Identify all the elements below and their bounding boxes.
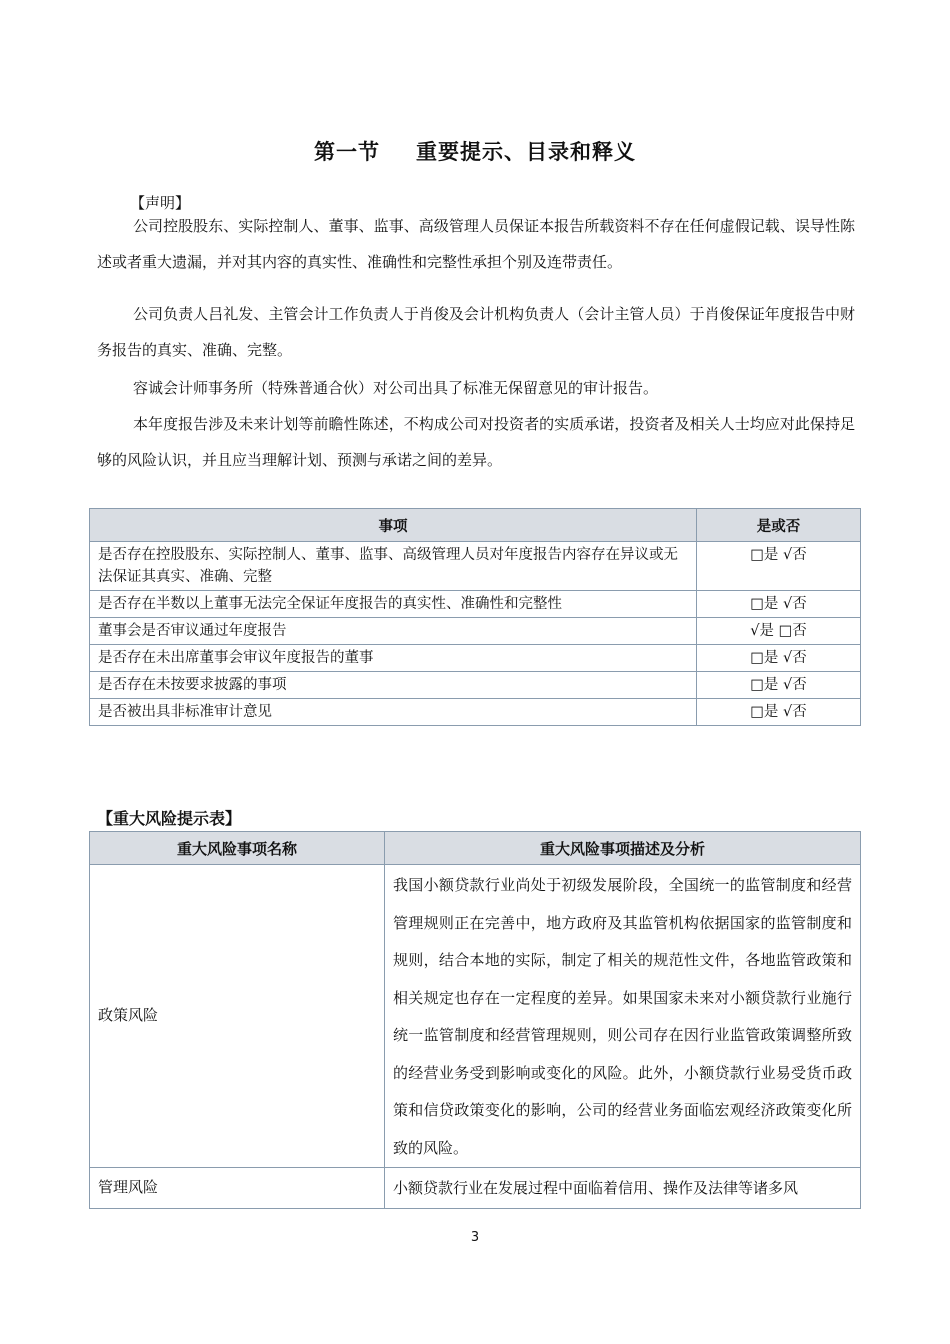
- items-table-header: [90, 509, 861, 542]
- table-row: [90, 618, 861, 645]
- item-text: 是否存在未出席董事会审议年度报告的董事: [90, 645, 697, 672]
- item-text: 是否存在控股股东、实际控制人、董事、监事、高级管理人员对年度报告内容存在异议或无法保证其真实、准确、完整: [90, 542, 697, 591]
- risk-name: 政策风险: [90, 865, 385, 1168]
- risk-description: 小额贷款行业在发展过程中面临着信用、操作及法律等诸多风: [385, 1168, 861, 1209]
- risk-name: 管理风险: [90, 1168, 385, 1209]
- item-answer: □是 √否: [697, 645, 861, 672]
- risk-table: [89, 831, 861, 1209]
- table-row: [90, 542, 861, 591]
- page-number: 3: [470, 1230, 480, 1245]
- item-answer: □是 √否: [697, 699, 861, 726]
- item-answer: □是 √否: [697, 591, 861, 618]
- item-text: 董事会是否审议通过年度报告: [90, 618, 697, 645]
- items-table: [89, 508, 861, 726]
- statement-heading: 【声明】: [130, 194, 191, 212]
- section-title: [0, 136, 950, 166]
- table-row: [90, 645, 861, 672]
- paragraph-4: 本年度报告涉及未来计划等前瞻性陈述，不构成公司对投资者的实质承诺，投资者及相关人士均应对此保持足够的风险认识，并且应当理解计划、预测与承诺之间的差异。: [97, 415, 855, 469]
- item-text: 是否存在未按要求披露的事项: [90, 672, 697, 699]
- item-text: 是否存在半数以上董事无法完全保证年度报告的真实性、准确性和完整性: [90, 591, 697, 618]
- table-row: [90, 591, 861, 618]
- header-risk-desc: 重大风险事项描述及分析: [385, 832, 861, 865]
- item-answer: □是 √否: [697, 672, 861, 699]
- table-row: [90, 699, 861, 726]
- table-row: [90, 1168, 861, 1209]
- header-item: 事项: [90, 509, 697, 542]
- section-name: 重要提示、目录和释义: [416, 140, 636, 164]
- header-risk-name: 重大风险事项名称: [90, 832, 385, 865]
- table-row: [90, 672, 861, 699]
- table-row: [90, 865, 861, 1168]
- item-answer: √是 □否: [697, 618, 861, 645]
- section-number: 第一节: [314, 140, 380, 164]
- header-answer: 是或否: [697, 509, 861, 542]
- paragraph-1: 公司控股股东、实际控制人、董事、监事、高级管理人员保证本报告所载资料不存在任何虚假记载、误导性陈述或者重大遗漏，并对其内容的真实性、准确性和完整性承担个别及连带责任。: [97, 217, 855, 271]
- risk-table-header: [90, 832, 861, 865]
- risk-description: 我国小额贷款行业尚处于初级发展阶段，全国统一的监管制度和经营管理规则正在完善中，地方政府及其监管机构依据国家的监管制度和规则，结合本地的实际，制定了相关的规范性文件，各地监管政策和相关规定也存在一定程度的差异。如果国家未来对小额贷款行业施行统一监管制度和经营管理规则，则公司存在因行业监管政策调整所致的经营业务受到影响或变化的风险。此外，小额贷款行业易受货币政策和信贷政策变化的影响，公司的经营业务面临宏观经济政策变化所致的风险。: [385, 865, 861, 1168]
- item-answer: □是 √否: [697, 542, 861, 591]
- paragraph-3: 容诚会计师事务所（特殊普通合伙）对公司出具了标准无保留意见的审计报告。: [133, 379, 659, 397]
- paragraph-2: 公司负责人吕礼发、主管会计工作负责人于肖俊及会计机构负责人（会计主管人员）于肖俊保证年度报告中财务报告的真实、准确、完整。: [97, 305, 855, 359]
- item-text: 是否被出具非标准审计意见: [90, 699, 697, 726]
- risk-table-heading: 【重大风险提示表】: [97, 809, 242, 828]
